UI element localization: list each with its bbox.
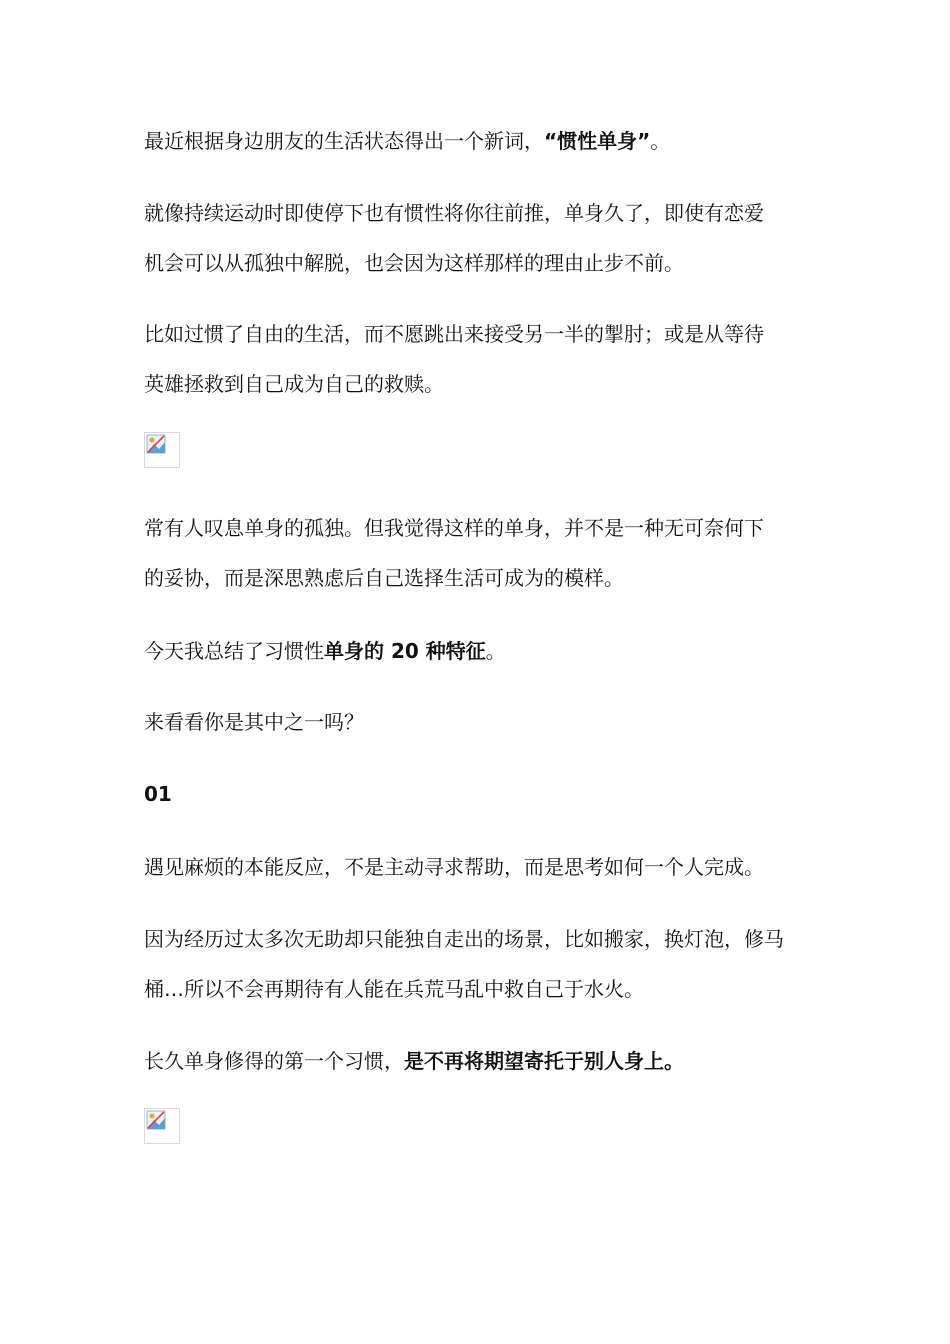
paragraph-example (144, 309, 814, 409)
intro-text: 最近根据身边朋友的生活状态得出一个新词， (144, 129, 544, 153)
intro-term-bold: “惯性单身” (544, 129, 651, 153)
broken-image-icon (146, 434, 166, 454)
paragraph-line: 因为经历过太多次无助却只能独自走出的场景，比如搬家，换灯泡，修马 (144, 927, 784, 951)
paragraph-instinct (144, 842, 814, 892)
summary-text: 今天我总结了习惯性 (144, 639, 324, 663)
paragraph-habit (144, 1036, 814, 1086)
habit-text: 长久单身修得的第一个习惯， (144, 1049, 404, 1073)
paragraph-summary (144, 626, 814, 676)
paragraph-line: 就像持续运动时即使停下也有惯性将你往前推，单身久了，即使有恋爱 (144, 201, 764, 225)
section-heading-01 (144, 769, 814, 819)
paragraph-line: 比如过惯了自由的生活，而不愿跳出来接受另一半的掣肘；或是从等待 (144, 322, 764, 346)
paragraph-line (144, 116, 814, 166)
paragraph-question (144, 697, 814, 747)
intro-tail: 。 (650, 129, 671, 153)
habit-bold: 是不再将期望寄托于别人身上。 (404, 1049, 684, 1073)
paragraph-intro (144, 116, 814, 166)
image-placeholder (144, 432, 180, 468)
paragraph-line (144, 1036, 814, 1086)
paragraph-line: 的妥协，而是深思熟虑后自己选择生活可成为的模样。 (144, 566, 624, 590)
paragraph-line (144, 626, 814, 676)
broken-image-icon (146, 1110, 166, 1130)
paragraph-line: 桶…所以不会再期待有人能在兵荒马乱中救自己于水火。 (144, 977, 644, 1001)
paragraph-experience (144, 914, 814, 1014)
paragraph-line: 常有人叹息单身的孤独。但我觉得这样的单身，并不是一种无可奈何下 (144, 516, 764, 540)
paragraph-inertia (144, 188, 814, 288)
paragraph-line: 遇见麻烦的本能反应，不是主动寻求帮助，而是思考如何一个人完成。 (144, 855, 764, 879)
paragraph-loneliness (144, 503, 814, 603)
paragraph-line: 来看看你是其中之一吗？ (144, 710, 364, 734)
summary-tail: 。 (485, 639, 506, 663)
image-placeholder (144, 1108, 180, 1144)
summary-bold: 单身的 20 种特征 (324, 639, 486, 663)
paragraph-line: 机会可以从孤独中解脱，也会因为这样那样的理由止步不前。 (144, 251, 684, 275)
heading-text: 01 (144, 782, 172, 806)
paragraph-line: 英雄拯救到自己成为自己的救赎。 (144, 372, 444, 396)
